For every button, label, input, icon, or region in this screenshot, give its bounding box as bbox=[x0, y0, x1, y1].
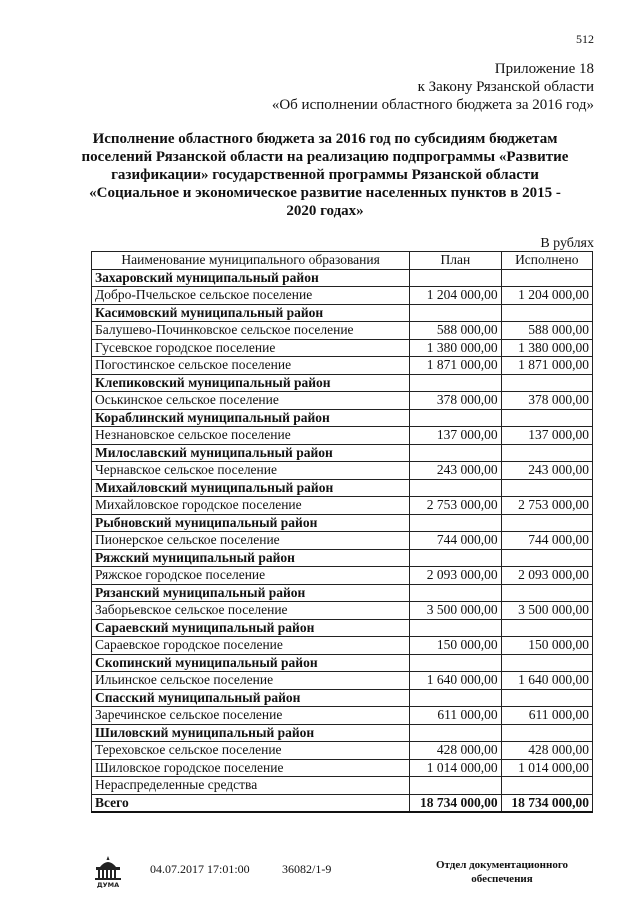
table-row bbox=[92, 497, 593, 515]
total-row bbox=[92, 794, 593, 812]
cell-name: Рязанский муниципальный район bbox=[92, 584, 410, 602]
table-row bbox=[92, 339, 593, 357]
cell-name: Незнановское сельское поселение bbox=[92, 427, 410, 445]
table-row bbox=[92, 777, 593, 795]
cell-plan bbox=[410, 689, 501, 707]
district-row bbox=[92, 549, 593, 567]
cell-plan: 744 000,00 bbox=[410, 532, 501, 550]
cell-name: Заречинское сельское поселение bbox=[92, 707, 410, 725]
table-row bbox=[92, 672, 593, 690]
table-row bbox=[92, 637, 593, 655]
cell-name: Всего bbox=[92, 794, 410, 812]
cell-plan: 428 000,00 bbox=[410, 742, 501, 760]
cell-done: 1 380 000,00 bbox=[501, 339, 592, 357]
cell-done bbox=[501, 777, 592, 795]
cell-done: 3 500 000,00 bbox=[501, 602, 592, 620]
table-row bbox=[92, 427, 593, 445]
cell-done: 1 871 000,00 bbox=[501, 357, 592, 375]
cell-name: Михайловское городское поселение bbox=[92, 497, 410, 515]
cell-plan: 150 000,00 bbox=[410, 637, 501, 655]
district-row bbox=[92, 374, 593, 392]
cell-name: Заборьевское сельское поселение bbox=[92, 602, 410, 620]
appendix-header bbox=[272, 60, 594, 114]
appendix-line-1: Приложение 18 bbox=[494, 61, 594, 77]
cell-name: Шиловский муниципальный район bbox=[92, 724, 410, 742]
table-row bbox=[92, 357, 593, 375]
cell-done: 137 000,00 bbox=[501, 427, 592, 445]
cell-name: Балушево-Починковское сельское поселение bbox=[92, 322, 410, 340]
cell-plan: 1 380 000,00 bbox=[410, 339, 501, 357]
cell-done bbox=[501, 304, 592, 322]
cell-plan bbox=[410, 409, 501, 427]
district-row bbox=[92, 444, 593, 462]
column-header-name: Наименование муниципального образования bbox=[92, 252, 410, 270]
currency-note: В рублях bbox=[540, 236, 594, 251]
cell-name: Оськинское сельское поселение bbox=[92, 392, 410, 410]
cell-name: Тереховское сельское поселение bbox=[92, 742, 410, 760]
cell-name: Спасский муниципальный район bbox=[92, 689, 410, 707]
cell-plan bbox=[410, 444, 501, 462]
footer-timestamp: 04.07.2017 17:01:00 bbox=[150, 862, 250, 876]
appendix-line-3: «Об исполнении областного бюджета за 2016 год» bbox=[271, 97, 594, 113]
table-row bbox=[92, 602, 593, 620]
table-row bbox=[92, 532, 593, 550]
cell-plan: 1 014 000,00 bbox=[410, 759, 501, 777]
cell-plan: 1 640 000,00 bbox=[410, 672, 501, 690]
cell-name: Чернавское сельское поселение bbox=[92, 462, 410, 480]
cell-done bbox=[501, 549, 592, 567]
cell-done bbox=[501, 689, 592, 707]
cell-done bbox=[501, 444, 592, 462]
table-header-row bbox=[92, 252, 593, 270]
cell-name: Сараевское городское поселение bbox=[92, 637, 410, 655]
svg-text:ДУМА: ДУМА bbox=[96, 881, 120, 889]
cell-plan bbox=[410, 549, 501, 567]
cell-plan bbox=[410, 777, 501, 795]
duma-building-logo-icon bbox=[90, 853, 126, 889]
cell-done: 18 734 000,00 bbox=[501, 794, 592, 812]
cell-plan bbox=[410, 584, 501, 602]
cell-done bbox=[501, 374, 592, 392]
cell-plan: 243 000,00 bbox=[410, 462, 501, 480]
cell-name: Клепиковский муниципальный район bbox=[92, 374, 410, 392]
cell-plan: 3 500 000,00 bbox=[410, 602, 501, 620]
district-row bbox=[92, 654, 593, 672]
district-row bbox=[92, 304, 593, 322]
cell-done: 2 753 000,00 bbox=[501, 497, 592, 515]
cell-done bbox=[501, 619, 592, 637]
cell-plan: 1 871 000,00 bbox=[410, 357, 501, 375]
cell-name: Михайловский муниципальный район bbox=[92, 479, 410, 497]
cell-name: Скопинский муниципальный район bbox=[92, 654, 410, 672]
table-row bbox=[92, 462, 593, 480]
cell-done: 1 640 000,00 bbox=[501, 672, 592, 690]
cell-name: Захаровский муниципальный район bbox=[92, 269, 410, 287]
document-title: Исполнение областного бюджета за 2016 год по субсидиям бюджетам поселений Рязанской области на реализацию подпрограммы «Развитие газификации» государственной программы Рязанской области «Социальное и экономическое развитие населенных пунктов в 2015 - 2020 годах» bbox=[81, 131, 569, 219]
appendix-line-2: к Закону Рязанской области bbox=[417, 79, 594, 95]
cell-done bbox=[501, 724, 592, 742]
district-row bbox=[92, 724, 593, 742]
cell-done: 588 000,00 bbox=[501, 322, 592, 340]
budget-table bbox=[91, 251, 593, 813]
cell-plan bbox=[410, 304, 501, 322]
cell-name: Милославский муниципальный район bbox=[92, 444, 410, 462]
cell-plan: 137 000,00 bbox=[410, 427, 501, 445]
table-row bbox=[92, 707, 593, 725]
cell-plan bbox=[410, 374, 501, 392]
cell-done bbox=[501, 514, 592, 532]
district-row bbox=[92, 514, 593, 532]
cell-plan: 18 734 000,00 bbox=[410, 794, 501, 812]
cell-plan: 2 093 000,00 bbox=[410, 567, 501, 585]
cell-done: 611 000,00 bbox=[501, 707, 592, 725]
cell-plan: 378 000,00 bbox=[410, 392, 501, 410]
cell-plan: 2 753 000,00 bbox=[410, 497, 501, 515]
cell-plan bbox=[410, 479, 501, 497]
cell-done: 1 204 000,00 bbox=[501, 287, 592, 305]
district-row bbox=[92, 619, 593, 637]
cell-plan bbox=[410, 269, 501, 287]
cell-plan bbox=[410, 654, 501, 672]
footer-department: Отдел документационного обеспечения bbox=[435, 859, 569, 885]
cell-done bbox=[501, 409, 592, 427]
cell-done: 243 000,00 bbox=[501, 462, 592, 480]
footer-registration-code: 36082/1-9 bbox=[282, 862, 332, 876]
cell-name: Гусевское городское поселение bbox=[92, 339, 410, 357]
district-row bbox=[92, 689, 593, 707]
cell-plan bbox=[410, 724, 501, 742]
cell-done bbox=[501, 479, 592, 497]
page-number: 512 bbox=[576, 32, 594, 46]
cell-name: Ильинское сельское поселение bbox=[92, 672, 410, 690]
cell-done: 2 093 000,00 bbox=[501, 567, 592, 585]
cell-done: 744 000,00 bbox=[501, 532, 592, 550]
cell-done bbox=[501, 269, 592, 287]
cell-name: Сараевский муниципальный район bbox=[92, 619, 410, 637]
table-row bbox=[92, 567, 593, 585]
cell-name: Касимовский муниципальный район bbox=[92, 304, 410, 322]
table-row bbox=[92, 759, 593, 777]
table-row bbox=[92, 742, 593, 760]
cell-plan: 1 204 000,00 bbox=[410, 287, 501, 305]
table-body bbox=[92, 269, 593, 812]
cell-plan bbox=[410, 514, 501, 532]
table-row bbox=[92, 392, 593, 410]
cell-plan bbox=[410, 619, 501, 637]
table-row bbox=[92, 287, 593, 305]
cell-name: Шиловское городское поселение bbox=[92, 759, 410, 777]
cell-name: Ряжское городское поселение bbox=[92, 567, 410, 585]
cell-plan: 588 000,00 bbox=[410, 322, 501, 340]
cell-name: Погостинское сельское поселение bbox=[92, 357, 410, 375]
column-header-done: Исполнено bbox=[501, 252, 592, 270]
district-row bbox=[92, 584, 593, 602]
table-row bbox=[92, 322, 593, 340]
cell-done bbox=[501, 654, 592, 672]
cell-done: 1 014 000,00 bbox=[501, 759, 592, 777]
cell-name: Добро-Пчельское сельское поселение bbox=[92, 287, 410, 305]
cell-name: Рыбновский муниципальный район bbox=[92, 514, 410, 532]
district-row bbox=[92, 409, 593, 427]
cell-done: 428 000,00 bbox=[501, 742, 592, 760]
district-row bbox=[92, 269, 593, 287]
cell-done: 378 000,00 bbox=[501, 392, 592, 410]
cell-done bbox=[501, 584, 592, 602]
cell-name: Ряжский муниципальный район bbox=[92, 549, 410, 567]
cell-plan: 611 000,00 bbox=[410, 707, 501, 725]
district-row bbox=[92, 479, 593, 497]
cell-name: Нераспределенные средства bbox=[92, 777, 410, 795]
cell-name: Пионерское сельское поселение bbox=[92, 532, 410, 550]
cell-done: 150 000,00 bbox=[501, 637, 592, 655]
column-header-plan: План bbox=[410, 252, 501, 270]
cell-name: Кораблинский муниципальный район bbox=[92, 409, 410, 427]
